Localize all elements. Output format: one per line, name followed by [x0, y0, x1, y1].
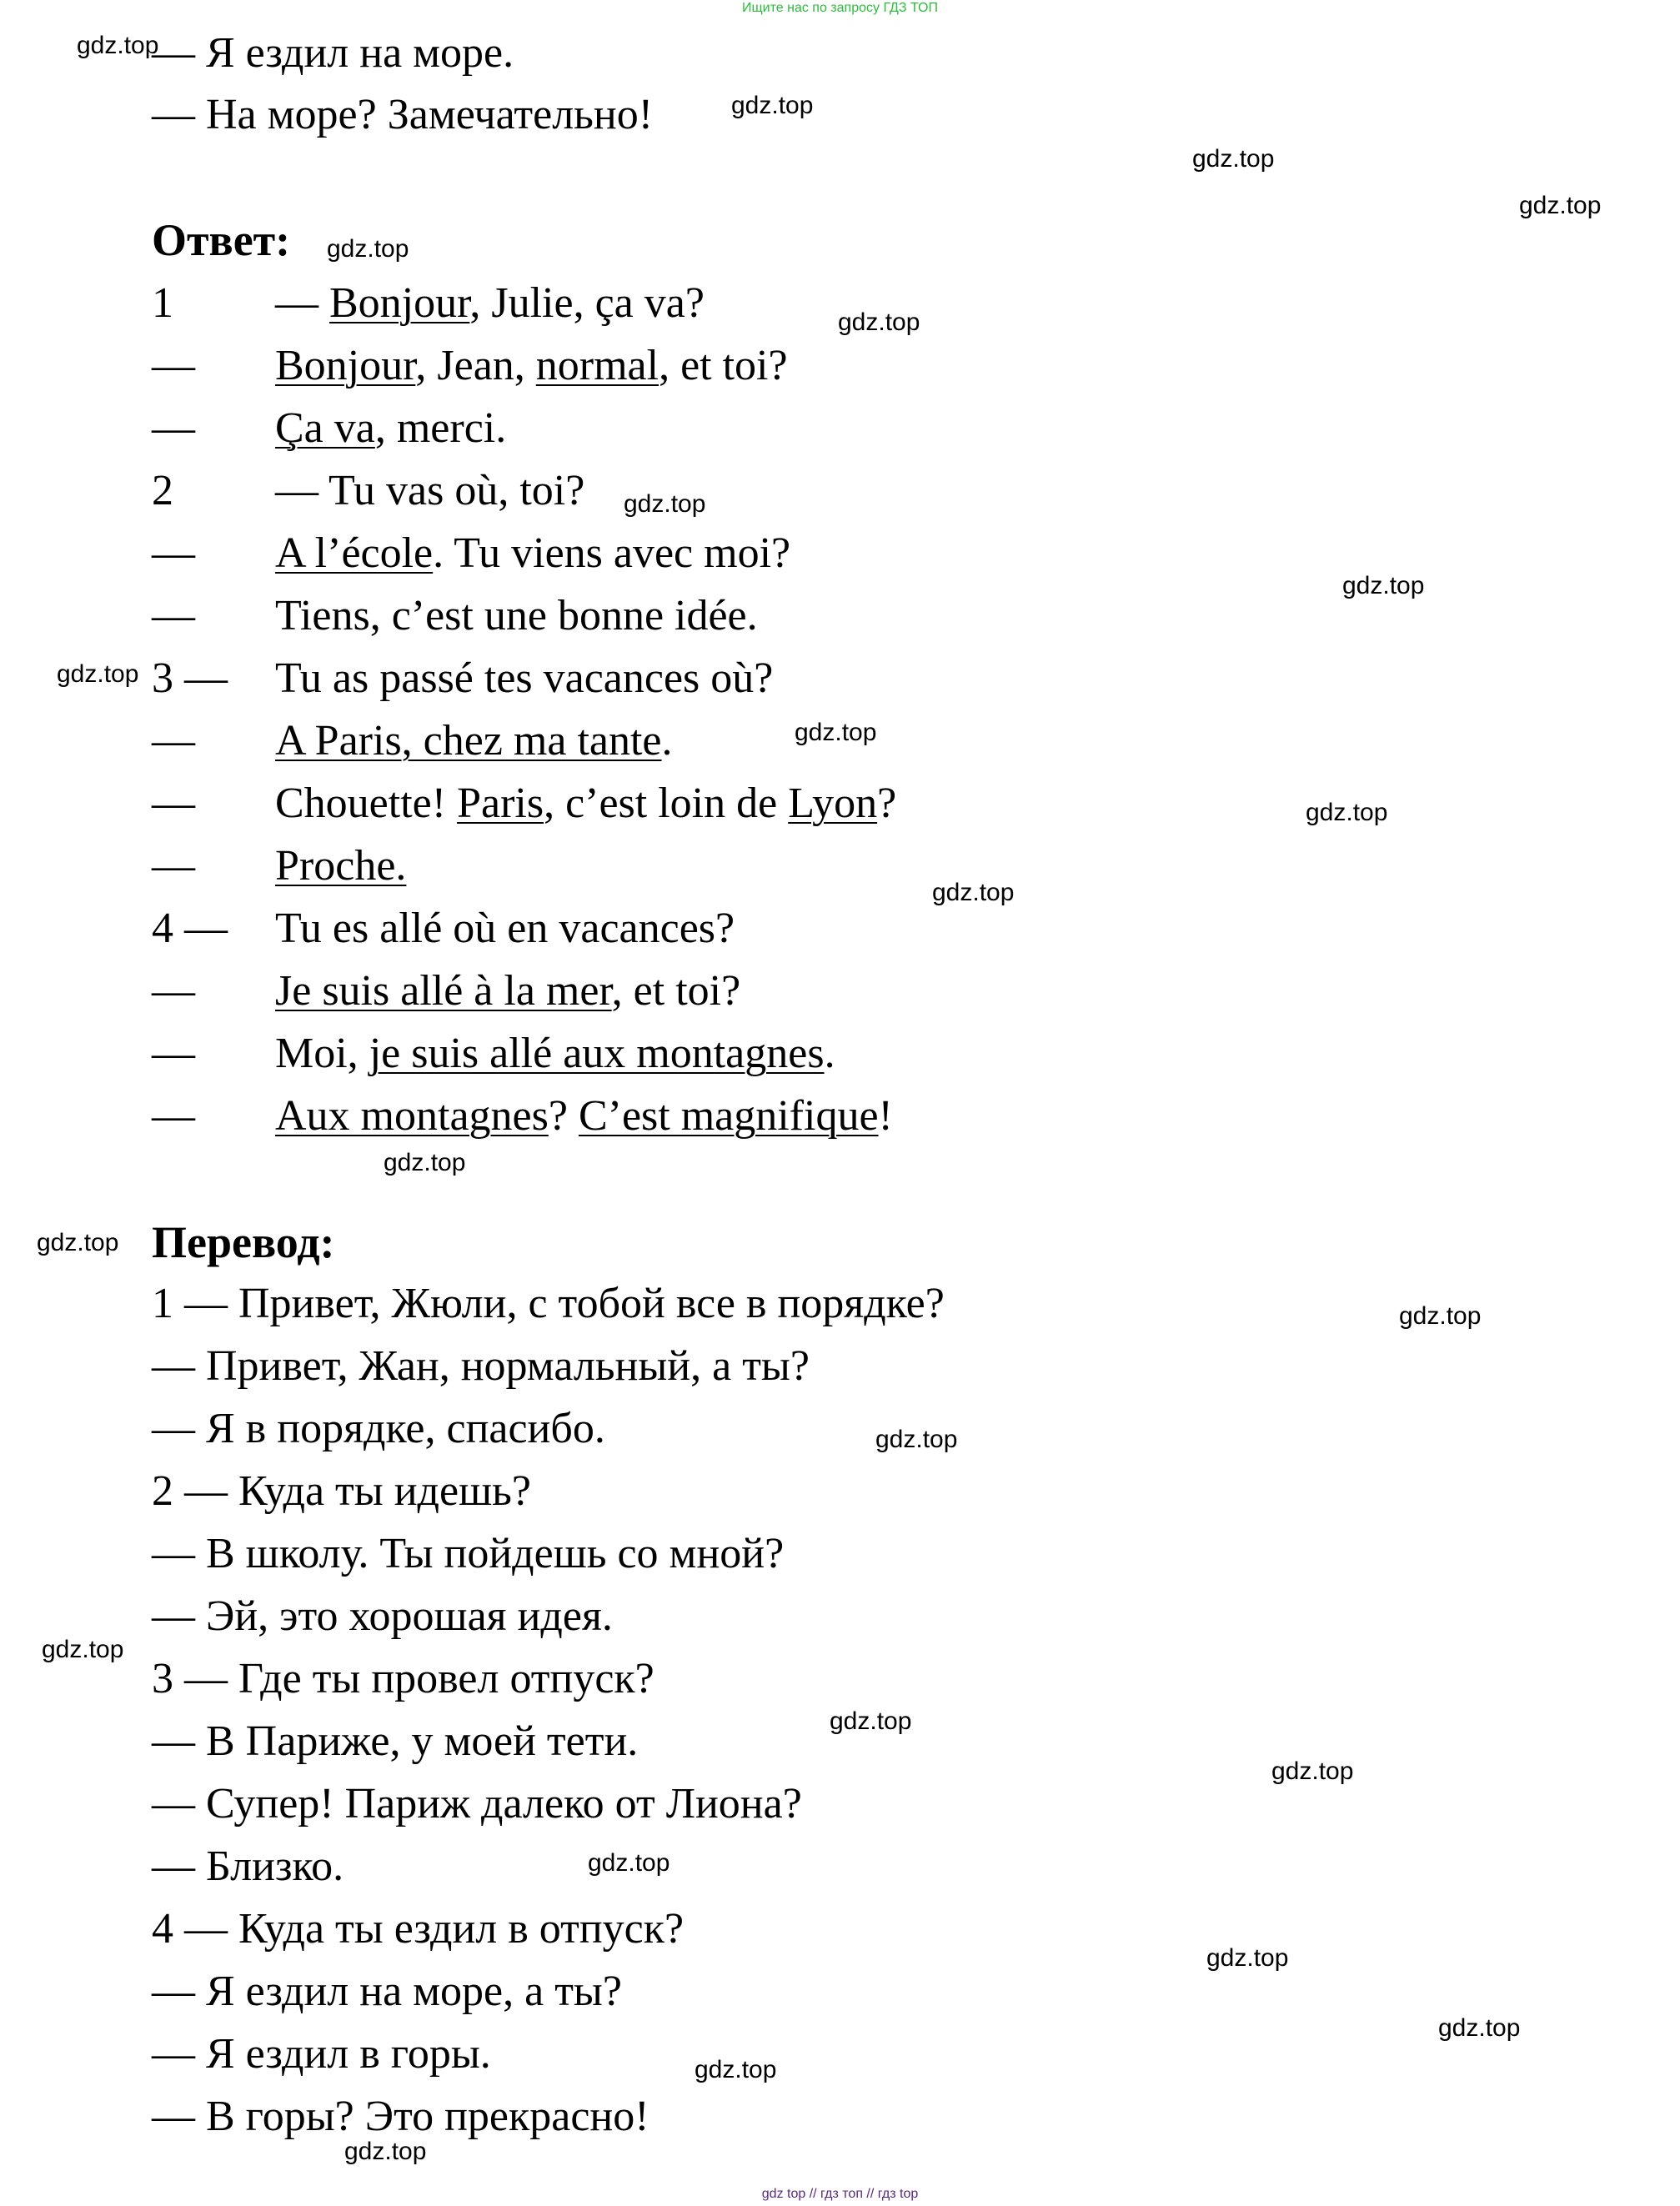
- answer-line-text: [275, 1029, 835, 1079]
- answer-line-text: [275, 404, 506, 454]
- watermark-text: gdz.top: [1399, 1302, 1482, 1330]
- answer-line-prefix: —: [152, 717, 195, 765]
- translation-line: — Я ездил на море, а ты?: [152, 1968, 622, 2015]
- watermark-text: gdz.top: [695, 2056, 777, 2083]
- answer-line-prefix: —: [152, 529, 195, 577]
- answer-line-prefix: —: [152, 592, 195, 639]
- watermark-text: gdz.top: [624, 490, 706, 518]
- answer-line-prefix: —: [152, 404, 195, 452]
- answer-line-text: [275, 654, 773, 704]
- text-fragment: , Jean,: [415, 342, 536, 389]
- watermark-text: gdz.top: [932, 879, 1015, 906]
- answer-line-text: [275, 278, 705, 328]
- text-fragment: . Tu viens avec moi?: [433, 529, 791, 577]
- translation-line: 2 — Куда ты идешь?: [152, 1467, 531, 1515]
- watermark-text: gdz.top: [77, 32, 159, 59]
- underlined-phrase: Paris: [457, 780, 544, 827]
- underlined-phrase: A l’école: [275, 529, 434, 577]
- watermark-text: gdz.top: [838, 308, 920, 336]
- watermark-text: gdz.top: [327, 235, 409, 263]
- underlined-phrase: C’est magnifique: [578, 1092, 879, 1140]
- watermark-text: gdz.top: [57, 660, 139, 688]
- answer-line-prefix: —: [152, 842, 195, 890]
- answer-heading: Ответ:: [152, 215, 291, 265]
- answer-line-prefix: —: [152, 1092, 195, 1140]
- text-fragment: — Tu vas où, toi?: [275, 467, 585, 514]
- translation-line: 4 — Куда ты ездил в отпуск?: [152, 1905, 685, 1953]
- answer-line-prefix: —: [152, 1030, 195, 1077]
- answer-line-text: [275, 1091, 893, 1141]
- answer-line-prefix: —: [152, 967, 195, 1015]
- translation-line: — Я ездил в горы.: [152, 2030, 491, 2078]
- underlined-phrase: normal: [535, 342, 659, 389]
- watermark-text: gdz.top: [1271, 1757, 1354, 1785]
- underlined-phrase: Proche.: [275, 842, 407, 890]
- translation-line: — Близко.: [152, 1843, 344, 1890]
- translation-line: — Супер! Париж далеко от Лиона?: [152, 1780, 802, 1827]
- answer-line-text: [275, 966, 740, 1016]
- text-fragment: , et toi?: [611, 967, 741, 1015]
- answer-line-text: [275, 341, 788, 391]
- answer-line-text: [275, 841, 406, 891]
- text-fragment: Moi,: [275, 1030, 369, 1077]
- intro-line-1: — Я ездил на море.: [152, 29, 514, 77]
- answer-line-prefix: 3 —: [152, 654, 228, 702]
- underlined-phrase: je suis allé aux montagnes: [369, 1030, 825, 1077]
- watermark-text: gdz.top: [1519, 192, 1602, 219]
- watermark-text: gdz.top: [1342, 572, 1425, 599]
- answer-line-prefix: —: [152, 780, 195, 827]
- underlined-phrase: A Paris, chez ma tante: [275, 717, 662, 765]
- text-fragment: !: [878, 1092, 893, 1140]
- text-fragment: .: [824, 1030, 835, 1077]
- answer-line-text: [275, 716, 673, 766]
- text-fragment: Tu es allé où en vacances?: [275, 905, 735, 952]
- text-fragment: Tu as passé tes vacances où?: [275, 654, 774, 702]
- watermark-text: gdz.top: [344, 2138, 427, 2165]
- answer-line-prefix: 1: [152, 279, 173, 327]
- top-banner: Ищите нас по запросу ГДЗ ТОП: [742, 1, 938, 15]
- text-fragment: ?: [877, 780, 897, 827]
- answer-line-prefix: —: [152, 342, 195, 389]
- translation-line: — Эй, это хорошая идея.: [152, 1592, 613, 1640]
- text-fragment: , Julie, ça va?: [469, 279, 705, 327]
- underlined-phrase: Je suis allé à la mer: [275, 967, 612, 1015]
- text-fragment: Chouette!: [275, 780, 458, 827]
- text-fragment: ?: [548, 1092, 579, 1140]
- text-fragment: Tiens, c’est une bonne idée.: [275, 592, 758, 639]
- underlined-phrase: Bonjour: [275, 342, 416, 389]
- watermark-text: gdz.top: [1306, 799, 1388, 826]
- watermark-text: gdz.top: [731, 92, 814, 119]
- watermark-text: gdz.top: [37, 1229, 119, 1256]
- watermark-text: gdz.top: [384, 1149, 466, 1176]
- answer-line-text: [275, 779, 896, 829]
- answer-line-text: [275, 591, 758, 641]
- answer-line-text: [275, 904, 735, 954]
- watermark-text: gdz.top: [795, 719, 877, 746]
- answer-line-text: [275, 529, 790, 579]
- intro-line-2: — На море? Замечательно!: [152, 91, 654, 138]
- answer-line-prefix: 2: [152, 467, 173, 514]
- watermark-text: gdz.top: [42, 1636, 124, 1663]
- watermark-text: gdz.top: [830, 1707, 912, 1735]
- underlined-phrase: Ça va: [275, 404, 375, 452]
- translation-line: — Привет, Жан, нормальный, а ты?: [152, 1342, 810, 1390]
- watermark-text: gdz.top: [588, 1849, 670, 1877]
- bottom-banner: gdz top // гдз топ // гдз top: [761, 2187, 919, 2201]
- watermark-text: gdz.top: [1438, 2014, 1521, 2042]
- translation-line: 1 — Привет, Жюли, с тобой все в порядке?: [152, 1280, 945, 1327]
- translation-heading: Перевод:: [152, 1217, 335, 1267]
- text-fragment: .: [661, 717, 673, 765]
- answer-line-text: [275, 466, 584, 516]
- answer-line-prefix: 4 —: [152, 905, 228, 952]
- text-fragment: —: [275, 279, 329, 327]
- underlined-phrase: Lyon: [788, 780, 878, 827]
- translation-line: — В школу. Ты пойдешь со мной?: [152, 1530, 785, 1577]
- text-fragment: , et toi?: [659, 342, 788, 389]
- translation-line: — Я в порядке, спасибо.: [152, 1405, 605, 1452]
- text-fragment: , c’est loin de: [544, 780, 789, 827]
- watermark-text: gdz.top: [875, 1426, 958, 1453]
- watermark-text: gdz.top: [1206, 1944, 1289, 1972]
- underlined-phrase: Bonjour: [329, 279, 470, 327]
- watermark-text: gdz.top: [1192, 145, 1275, 173]
- translation-line: 3 — Где ты провел отпуск?: [152, 1655, 654, 1702]
- translation-line: — В Париже, у моей тети.: [152, 1717, 639, 1765]
- text-fragment: , merci.: [374, 404, 507, 452]
- translation-line: — В горы? Это прекрасно!: [152, 2093, 649, 2140]
- underlined-phrase: Aux montagnes: [275, 1092, 549, 1140]
